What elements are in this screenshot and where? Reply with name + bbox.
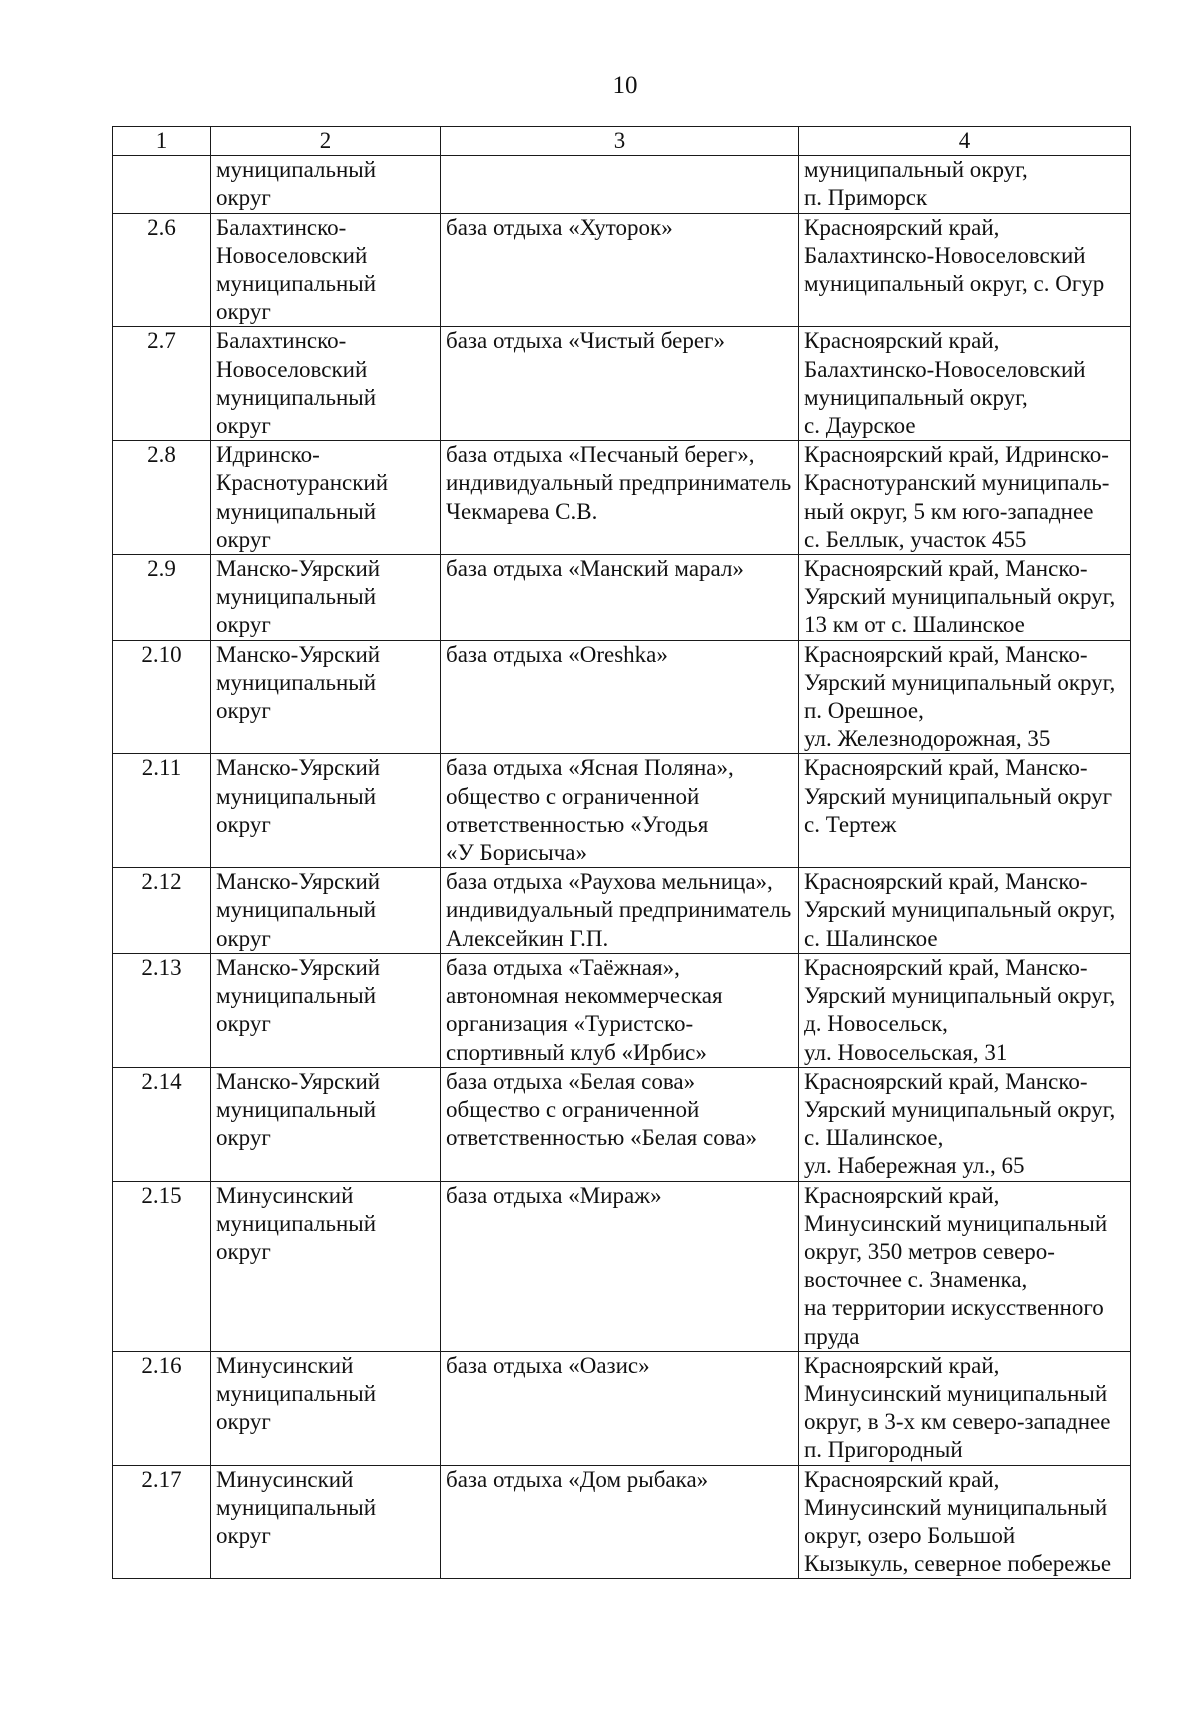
- cell-text-line: ответственностью «Белая сова»: [446, 1125, 757, 1151]
- district-cell: [211, 640, 441, 754]
- cell-text-line: общество с ограниченной: [446, 783, 700, 809]
- organization-cell: [441, 327, 799, 441]
- address-cell: [799, 555, 1131, 641]
- cell-text-line: спортивный клуб «Ирбис»: [446, 1039, 707, 1065]
- cell-text-line: 13 км от с. Шалинское: [804, 612, 1025, 638]
- table-row: [113, 953, 1131, 1067]
- row-number-cell: 2.10: [113, 640, 211, 754]
- organization-cell: [441, 640, 799, 754]
- cell-text-line: с. Тертеж: [804, 811, 897, 837]
- cell-text-line: Минусинский муниципальный: [804, 1380, 1108, 1406]
- address-cell: [799, 156, 1131, 213]
- cell-text-line: Красноярский край, Манско-: [804, 641, 1088, 667]
- cell-text-line: Красноярский край, Манско-: [804, 755, 1088, 781]
- district-cell: [211, 953, 441, 1067]
- address-cell: [799, 441, 1131, 555]
- cell-text-line: муниципальный: [216, 584, 377, 610]
- cell-text-line: Манско-Уярский: [216, 869, 381, 895]
- district-cell: [211, 1465, 441, 1579]
- cell-text-line: Красноярский край,: [804, 328, 1000, 354]
- column-header-1: 1: [113, 127, 211, 156]
- table-row: [113, 1181, 1131, 1351]
- cell-text-line: Минусинский: [216, 1466, 354, 1492]
- cell-text-line: Краснотуранский: [216, 470, 389, 496]
- cell-text-line: база отдыха «Ясная Поляна»,: [446, 755, 734, 781]
- cell-text-line: Манско-Уярский: [216, 755, 381, 781]
- cell-text-line: база отдыха «Белая сова»: [446, 1068, 696, 1094]
- district-cell: [211, 754, 441, 868]
- table-body: [113, 156, 1131, 1579]
- row-number-cell: 2.11: [113, 754, 211, 868]
- cell-text-line: п. Орешное,: [804, 698, 924, 724]
- cell-text-line: муниципальный округ,: [804, 157, 1028, 183]
- cell-text-line: с. Шалинское: [804, 925, 938, 951]
- cell-text-line: округ: [216, 526, 271, 552]
- cell-text-line: муниципальный: [216, 1494, 377, 1520]
- cell-text-line: Балахтинско-: [216, 214, 347, 240]
- column-header-4: 4: [799, 127, 1131, 156]
- cell-text-line: база отдыха «Мираж»: [446, 1182, 662, 1208]
- cell-text-line: Минусинский: [216, 1182, 354, 1208]
- cell-text-line: «У Борисыча»: [446, 840, 587, 866]
- cell-text-line: Красноярский край,: [804, 1182, 1000, 1208]
- cell-text-line: округ: [216, 1011, 271, 1037]
- district-cell: [211, 441, 441, 555]
- district-cell: [211, 555, 441, 641]
- cell-text-line: муниципальный: [216, 384, 377, 410]
- cell-text-line: ный округ, 5 км юго-западнее: [804, 498, 1094, 524]
- address-cell: [799, 1351, 1131, 1465]
- row-number-cell: 2.8: [113, 441, 211, 555]
- row-number-cell: 2.17: [113, 1465, 211, 1579]
- cell-text-line: с. Беллык, участок 455: [804, 526, 1027, 552]
- cell-text-line: Уярский муниципальный округ,: [804, 1096, 1116, 1122]
- cell-text-line: Манско-Уярский: [216, 954, 381, 980]
- district-cell: [211, 213, 441, 327]
- cell-text-line: ул. Новосельская, 31: [804, 1039, 1008, 1065]
- address-cell: [799, 327, 1131, 441]
- address-cell: [799, 640, 1131, 754]
- row-number-cell: 2.12: [113, 868, 211, 954]
- cell-text-line: округ: [216, 925, 271, 951]
- organization-cell: [441, 213, 799, 327]
- organization-cell: [441, 868, 799, 954]
- row-number-cell: 2.6: [113, 213, 211, 327]
- cell-text-line: ул. Набережная ул., 65: [804, 1153, 1025, 1179]
- cell-text-line: округ, озеро Большой: [804, 1522, 1016, 1548]
- address-cell: [799, 953, 1131, 1067]
- cell-text-line: Идринско-: [216, 442, 320, 468]
- address-cell: [799, 1067, 1131, 1181]
- table-header-row: [113, 127, 1131, 156]
- table-row: [113, 754, 1131, 868]
- cell-text-line: база отдыха «Хуторок»: [446, 214, 673, 240]
- cell-text-line: Минусинский муниципальный: [804, 1210, 1108, 1236]
- cell-text-line: Балахтинско-: [216, 328, 347, 354]
- cell-text-line: база отдыха «Оазис»: [446, 1352, 650, 1378]
- cell-text-line: округ, в 3-х км северо-западнее: [804, 1409, 1111, 1435]
- cell-text-line: Манско-Уярский: [216, 641, 381, 667]
- cell-text-line: Балахтинско-Новоселовский: [804, 242, 1086, 268]
- cell-text-line: ул. Железнодорожная, 35: [804, 726, 1051, 752]
- cell-text-line: д. Новосельск,: [804, 1011, 948, 1037]
- cell-text-line: Красноярский край, Манско-: [804, 556, 1088, 582]
- cell-text-line: Уярский муниципальный округ: [804, 783, 1113, 809]
- district-cell: [211, 156, 441, 213]
- row-number-cell: 2.16: [113, 1351, 211, 1465]
- address-cell: [799, 1465, 1131, 1579]
- cell-text-line: общество с ограниченной: [446, 1096, 700, 1122]
- cell-text-line: с. Даурское: [804, 413, 916, 439]
- row-number-cell: 2.9: [113, 555, 211, 641]
- address-cell: [799, 868, 1131, 954]
- cell-text-line: Красноярский край, Манско-: [804, 1068, 1088, 1094]
- table-row: [113, 1465, 1131, 1579]
- cell-text-line: Минусинский муниципальный: [804, 1494, 1108, 1520]
- cell-text-line: муниципальный: [216, 157, 377, 183]
- table-row: [113, 156, 1131, 213]
- cell-text-line: Чекмарева С.В.: [446, 498, 598, 524]
- district-cell: [211, 868, 441, 954]
- cell-text-line: округ: [216, 612, 271, 638]
- cell-text-line: индивидуальный предприниматель: [446, 470, 792, 496]
- organization-cell: [441, 1181, 799, 1351]
- cell-text-line: база отдыха «Oreshka»: [446, 641, 668, 667]
- cell-text-line: Красноярский край, Манско-: [804, 954, 1088, 980]
- cell-text-line: Минусинский: [216, 1352, 354, 1378]
- organization-cell: [441, 754, 799, 868]
- cell-text-line: муниципальный: [216, 669, 377, 695]
- cell-text-line: база отдыха «Песчаный берег»,: [446, 442, 755, 468]
- cell-text-line: индивидуальный предприниматель: [446, 897, 792, 923]
- row-number-cell: [113, 156, 211, 213]
- cell-text-line: муниципальный: [216, 1380, 377, 1406]
- cell-text-line: муниципальный округ, с. Огур: [804, 271, 1105, 297]
- organization-cell: [441, 1067, 799, 1181]
- cell-text-line: округ: [216, 185, 271, 211]
- address-cell: [799, 754, 1131, 868]
- cell-text-line: п. Пригородный: [804, 1437, 963, 1463]
- cell-text-line: округ, 350 метров северо-: [804, 1238, 1055, 1264]
- cell-text-line: Манско-Уярский: [216, 1068, 381, 1094]
- cell-text-line: округ: [216, 1125, 271, 1151]
- organization-cell: [441, 441, 799, 555]
- cell-text-line: Уярский муниципальный округ,: [804, 669, 1116, 695]
- cell-text-line: Новоселовский: [216, 356, 368, 382]
- cell-text-line: база отдыха «Манский марал»: [446, 556, 744, 582]
- cell-text-line: Уярский муниципальный округ,: [804, 584, 1116, 610]
- address-cell: [799, 1181, 1131, 1351]
- cell-text-line: Красноярский край, Манско-: [804, 869, 1088, 895]
- cell-text-line: муниципальный округ,: [804, 384, 1028, 410]
- cell-text-line: муниципальный: [216, 897, 377, 923]
- cell-text-line: пруда: [804, 1323, 860, 1349]
- row-number-cell: 2.14: [113, 1067, 211, 1181]
- table-row: [113, 213, 1131, 327]
- cell-text-line: Уярский муниципальный округ,: [804, 897, 1116, 923]
- cell-text-line: база отдыха «Раухова мельница»,: [446, 869, 773, 895]
- address-cell: [799, 213, 1131, 327]
- cell-text-line: округ: [216, 1522, 271, 1548]
- table-row: [113, 1067, 1131, 1181]
- cell-text-line: Балахтинско-Новоселовский: [804, 356, 1086, 382]
- district-cell: [211, 1351, 441, 1465]
- table-row: [113, 1351, 1131, 1465]
- cell-text-line: на территории искусственного: [804, 1295, 1104, 1321]
- cell-text-line: муниципальный: [216, 1096, 377, 1122]
- cell-text-line: округ: [216, 1409, 271, 1435]
- cell-text-line: муниципальный: [216, 271, 377, 297]
- cell-text-line: восточнее с. Знаменка,: [804, 1267, 1028, 1293]
- cell-text-line: Красноярский край,: [804, 214, 1000, 240]
- cell-text-line: п. Приморск: [804, 185, 928, 211]
- data-table: [112, 126, 1131, 1579]
- cell-text-line: муниципальный: [216, 783, 377, 809]
- organization-cell: [441, 1351, 799, 1465]
- cell-text-line: с. Шалинское,: [804, 1125, 944, 1151]
- cell-text-line: округ: [216, 413, 271, 439]
- cell-text-line: Новоселовский: [216, 242, 368, 268]
- organization-cell: [441, 1465, 799, 1579]
- row-number-cell: 2.15: [113, 1181, 211, 1351]
- cell-text-line: организация «Туристско-: [446, 1011, 694, 1037]
- cell-text-line: округ: [216, 811, 271, 837]
- cell-text-line: база отдыха «Чистый берег»: [446, 328, 725, 354]
- cell-text-line: округ: [216, 698, 271, 724]
- cell-text-line: база отдыха «Таёжная»,: [446, 954, 680, 980]
- cell-text-line: округ: [216, 1238, 271, 1264]
- cell-text-line: округ: [216, 299, 271, 325]
- organization-cell: [441, 953, 799, 1067]
- cell-text-line: Алексейкин Г.П.: [446, 925, 609, 951]
- cell-text-line: Красноярский край, Идринско-: [804, 442, 1109, 468]
- row-number-cell: 2.13: [113, 953, 211, 1067]
- cell-text-line: Манско-Уярский: [216, 556, 381, 582]
- cell-text-line: Уярский муниципальный округ,: [804, 983, 1116, 1009]
- table-row: [113, 441, 1131, 555]
- district-cell: [211, 327, 441, 441]
- table-row: [113, 327, 1131, 441]
- cell-text-line: муниципальный: [216, 1210, 377, 1236]
- district-cell: [211, 1067, 441, 1181]
- cell-text-line: Краснотуранский муниципаль-: [804, 470, 1110, 496]
- cell-text-line: база отдыха «Дом рыбака»: [446, 1466, 709, 1492]
- cell-text-line: муниципальный: [216, 983, 377, 1009]
- table-row: [113, 640, 1131, 754]
- organization-cell: [441, 156, 799, 213]
- organization-cell: [441, 555, 799, 641]
- row-number-cell: 2.7: [113, 327, 211, 441]
- cell-text-line: автономная некоммерческая: [446, 983, 723, 1009]
- column-header-3: 3: [441, 127, 799, 156]
- cell-text-line: муниципальный: [216, 498, 377, 524]
- cell-text-line: ответственностью «Угодья: [446, 811, 709, 837]
- table-row: [113, 868, 1131, 954]
- column-header-2: 2: [211, 127, 441, 156]
- page-number: 10: [612, 72, 638, 99]
- table-row: [113, 555, 1131, 641]
- cell-text-line: Красноярский край,: [804, 1352, 1000, 1378]
- cell-text-line: Кызыкуль, северное побережье: [804, 1551, 1112, 1577]
- district-cell: [211, 1181, 441, 1351]
- cell-text-line: Красноярский край,: [804, 1466, 1000, 1492]
